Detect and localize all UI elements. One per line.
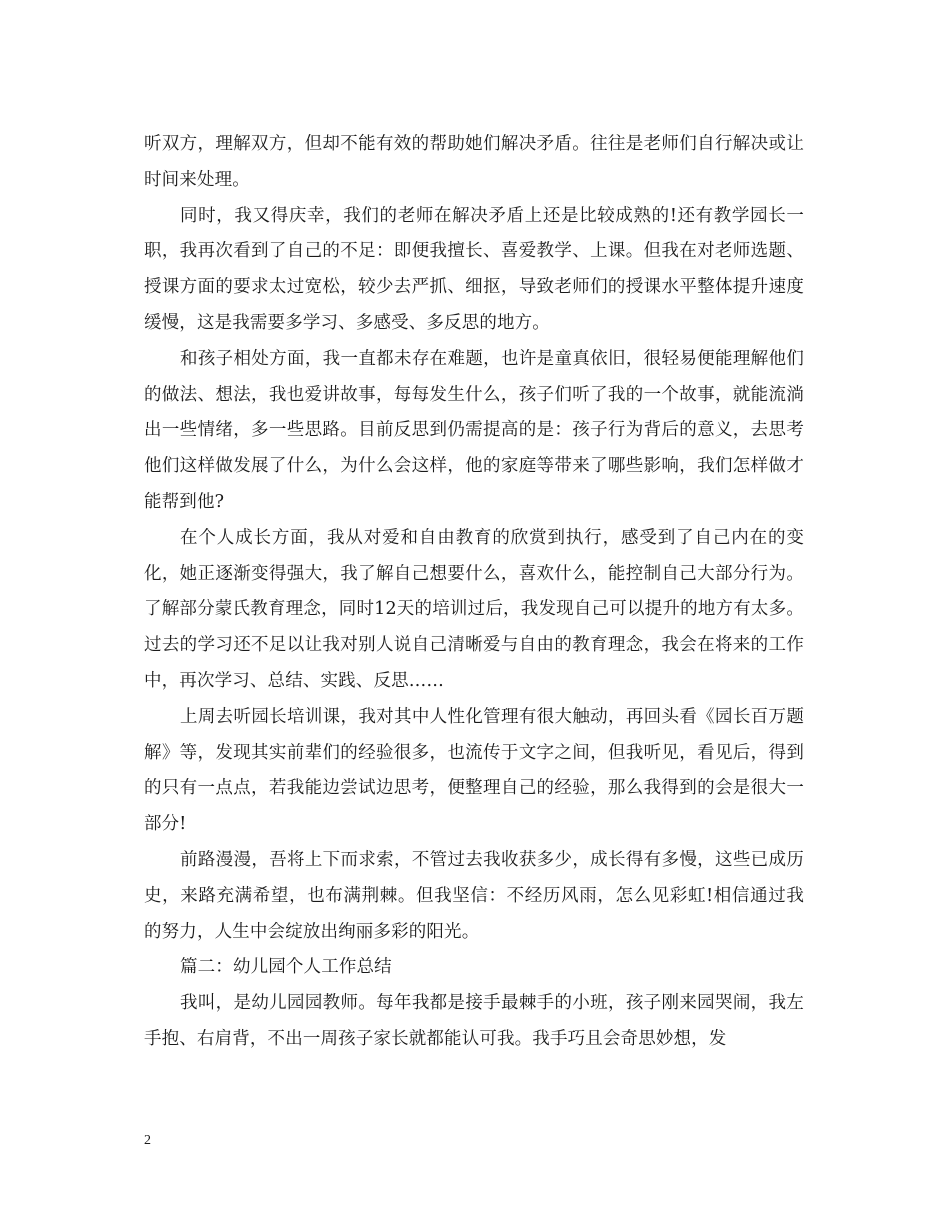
- paragraph-7: 我叫，是幼儿园园教师。每年我都是接手最棘手的小班，孩子刚来园哭闹，我左手抱、右肩背，不出一周孩子家长就都能认可我。我手巧且会奇思妙想，发: [144, 993, 804, 1049]
- paragraph-3: 和孩子相处方面，我一直都未存在难题，也许是童真依旧，很轻易便能理解他们的做法、想法，我也爱讲故事，每每发生什么，孩子们听了我的一个故事，就能流淌出一些情绪，多一些思路。目前反思到仍需提高的是：孩子行为背后的意义，去思考他们这样做发展了什么，为什么会这样，他的家庭等带来了哪些影响，我们怎样做才能帮到他?: [144, 348, 804, 512]
- paragraph-4: 在个人成长方面，我从对爱和自由教育的欣赏到执行，感受到了自己内在的变化，她正逐渐变得强大，我了解自己想要什么，喜欢什么，能控制自己大部分行为。了解部分蒙氏教育理念，同时12天的培训过后，我发现自己可以提升的地方有太多。过去的学习还不足以让我对别人说自己清晰爱与自由的教育理念，我会在将来的工作中，再次学习、总结、实践、反思……: [144, 527, 804, 691]
- paragraph-6: 前路漫漫，吾将上下而求索，不管过去我收获多少，成长得有多慢，这些已成历史，来路充满希望，也布满荆棘。但我坚信：不经历风雨，怎么见彩虹!相信通过我的努力，人生中会绽放出绚丽多彩的阳光。: [144, 849, 804, 942]
- document-body: [144, 127, 804, 1058]
- section-heading: 篇二：幼儿园个人工作总结: [180, 957, 392, 978]
- paragraph-5: 上周去听园长培训课，我对其中人性化管理有很大触动，再回头看《园长百万题解》等，发现其实前辈们的经验很多，也流传于文字之间，但我听见，看见后，得到的只有一点点，若我能边尝试边思考，便整理自己的经验，那么我得到的会是很大一部分!: [144, 706, 804, 835]
- page-number: 2: [144, 1133, 151, 1148]
- paragraph-1: 听双方，理解双方，但却不能有效的帮助她们解决矛盾。往往是老师们自行解决或让时间来处理。: [144, 134, 804, 190]
- paragraph-2: 同时，我又得庆幸，我们的老师在解决矛盾上还是比较成熟的!还有教学园长一职，我再次看到了自己的不足：即便我擅长、喜爱教学、上课。但我在对老师选题、授课方面的要求太过宽松，较少去严抓、细抠，导致老师们的授课水平整体提升速度缓慢，这是我需要多学习、多感受、多反思的地方。: [144, 205, 804, 333]
